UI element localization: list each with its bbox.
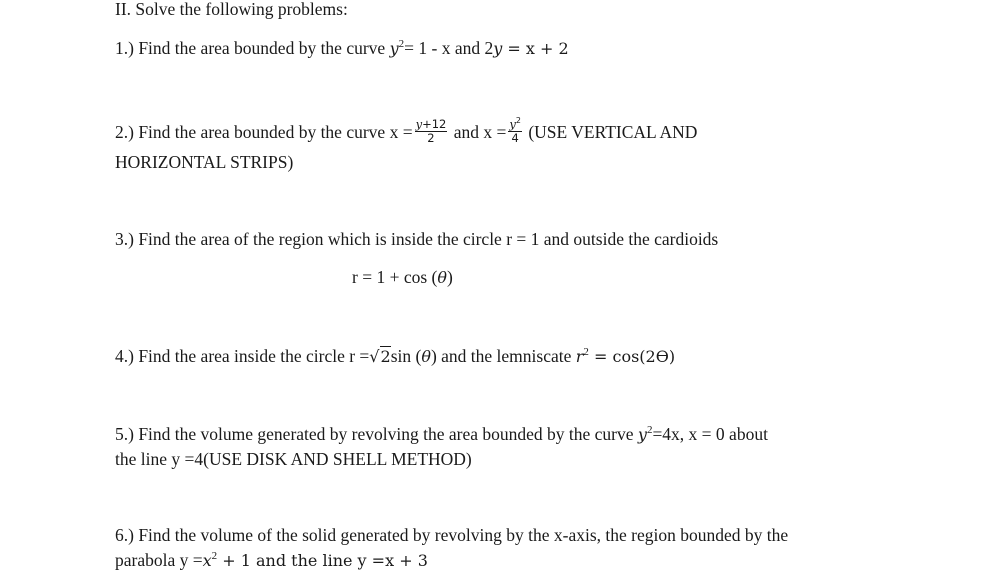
fraction-2 bbox=[508, 118, 522, 145]
frac-den: 4 bbox=[511, 131, 519, 146]
var-y: y bbox=[389, 39, 399, 58]
equation-text: r = 1 + cos ( bbox=[352, 267, 438, 287]
sqrt-symbol bbox=[369, 346, 390, 366]
problem-4-text: ) and the lemniscate bbox=[430, 346, 576, 366]
problem-4 bbox=[115, 345, 675, 368]
theta: θ bbox=[421, 347, 431, 366]
problem-2 bbox=[115, 116, 698, 147]
problem-5 bbox=[115, 423, 768, 446]
problem-1-text: = 1 - x and 2 bbox=[404, 38, 494, 58]
radicand: 2 bbox=[380, 347, 391, 366]
problem-2-text: 2.) Find the area bounded by the curve x = bbox=[115, 122, 413, 142]
problem-5-text: 5.) Find the volume generated by revolving the area bounded by the curve bbox=[115, 424, 638, 444]
problem-6-text: parabola y = bbox=[115, 550, 203, 570]
frac-num: +12 bbox=[422, 117, 447, 132]
problem-6: 6.) Find the volume of the solid generated by revolving by the x-axis, the region bounded by the bbox=[115, 525, 789, 545]
problem-3: 3.) Find the area of the region which is inside the circle r = 1 and outside the cardioids bbox=[115, 229, 719, 249]
radical-sign: √ bbox=[369, 347, 380, 366]
exponent: 2 bbox=[583, 346, 589, 358]
problem-5-text: =4x, x = 0 about bbox=[652, 424, 768, 444]
exponent: 2 bbox=[515, 116, 521, 126]
exponent: 2 bbox=[211, 550, 218, 562]
var-x: x bbox=[202, 551, 212, 570]
equation-text: ) bbox=[447, 267, 453, 287]
problem-2-continued: HORIZONTAL STRIPS) bbox=[115, 152, 294, 172]
var-y: y bbox=[637, 425, 647, 444]
problem-1 bbox=[115, 37, 569, 60]
var-r: r bbox=[575, 347, 584, 366]
exponent: 2 bbox=[646, 424, 653, 436]
exponent: 2 bbox=[398, 38, 405, 50]
frac-den: 2 bbox=[427, 131, 435, 146]
problem-1-text: = x + 2 bbox=[502, 39, 569, 58]
problem-2-text: and x = bbox=[449, 122, 507, 142]
frac-var: y bbox=[509, 117, 516, 132]
problem-3-equation bbox=[352, 267, 453, 288]
problem-1-text: 1.) Find the area bounded by the curve bbox=[115, 38, 390, 58]
problem-4-text: 4.) Find the area inside the circle r = bbox=[115, 346, 370, 366]
problem-4-text: sin ( bbox=[390, 346, 422, 366]
theta: θ bbox=[437, 268, 447, 287]
problem-5-continued: the line y =4(USE DISK AND SHELL METHOD) bbox=[115, 449, 472, 469]
fraction-1 bbox=[415, 118, 448, 145]
problem-2-text: (USE VERTICAL AND bbox=[523, 122, 698, 142]
problem-6-text: + 1 and the line y =x + 3 bbox=[217, 551, 428, 570]
section-heading: II. Solve the following problems: bbox=[115, 0, 348, 19]
problem-4-text: = cos(2ϴ) bbox=[588, 347, 676, 366]
frac-var: y bbox=[415, 117, 423, 132]
problem-6-continued bbox=[115, 549, 428, 572]
var-y: y bbox=[493, 39, 503, 58]
